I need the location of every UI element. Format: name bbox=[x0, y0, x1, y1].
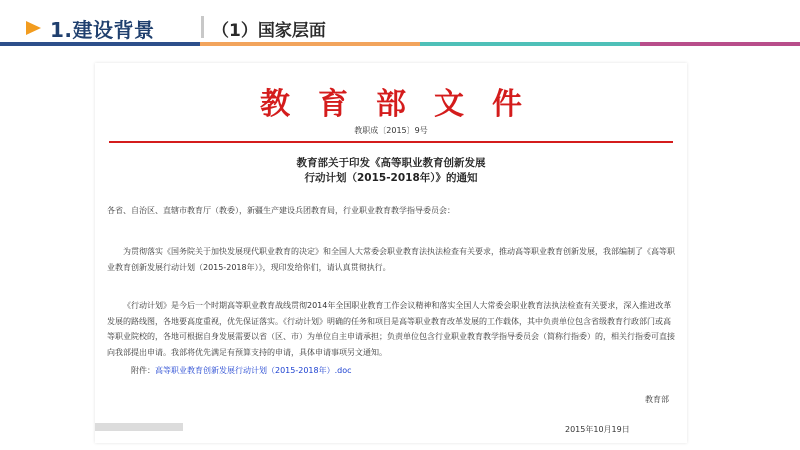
signature: 教育部 bbox=[645, 395, 669, 404]
sub-title: （1）国家层面 bbox=[212, 21, 326, 41]
document-date: 2015年10月19日 bbox=[565, 425, 630, 434]
paragraph-1: 为贯彻落实《国务院关于加快发展现代职业教育的决定》和全国人大常委会职业教育法执法检查有关要求，推动高等职业教育创新发展，我部编制了《高等职业教育创新发展行动计划（2015-2018年）》，现印发给你们，请认真贯彻执行。 bbox=[107, 247, 675, 272]
attachment bbox=[131, 365, 352, 376]
slide-header bbox=[0, 0, 800, 50]
salutation: 各省、自治区、直辖市教育厅（教委），新疆生产建设兵团教育局，行业职业教育教学指导委员会： bbox=[107, 206, 455, 215]
document-title bbox=[95, 156, 687, 186]
document-title-line1: 教育部关于印发《高等职业教育创新发展 bbox=[296, 157, 486, 169]
document-title-line2: 行动计划（2015-2018年）》的通知 bbox=[304, 172, 478, 184]
document-number: 教职成〔2015〕9号 bbox=[354, 126, 428, 135]
red-rule-divider bbox=[109, 141, 673, 143]
attachment-link[interactable]: 高等职业教育创新发展行动计划（2015-2018年）.doc bbox=[155, 366, 352, 375]
header-divider bbox=[201, 16, 204, 38]
color-bar-teal bbox=[420, 42, 640, 46]
color-bar-orange bbox=[200, 42, 420, 46]
document-image bbox=[95, 63, 687, 443]
color-bar-magenta bbox=[640, 42, 800, 46]
section-title: 1.建设背景 bbox=[50, 18, 155, 42]
play-arrow-icon bbox=[26, 21, 41, 35]
color-bar-navy bbox=[0, 42, 200, 46]
crop-bar bbox=[95, 423, 183, 431]
document-header: 教育部文件 bbox=[260, 87, 550, 122]
attachment-label: 附件： bbox=[131, 366, 155, 375]
paragraph-2: 《行动计划》是今后一个时期高等职业教育战线贯彻2014年全国职业教育工作会议精神和落实全国人大常委会职业教育法执法检查有关要求，深入推进改革发展的路线图，各地要高度重视，优先保证落实。《行动计划》明确的任务和项目是高等职业教育改革发展的工作载体，其中负责单位包含省级教育行政部门或高等职业院校的，各地可根据自身发展需要以省（区、市）为单位自主申请承担；负责单位包含行业职业教育教学指导委员会（简称行指委）的，相关行指委可直接向我部提出申请。我部将优先满足有预算支持的申请，具体申请事项另文通知。 bbox=[107, 301, 675, 357]
